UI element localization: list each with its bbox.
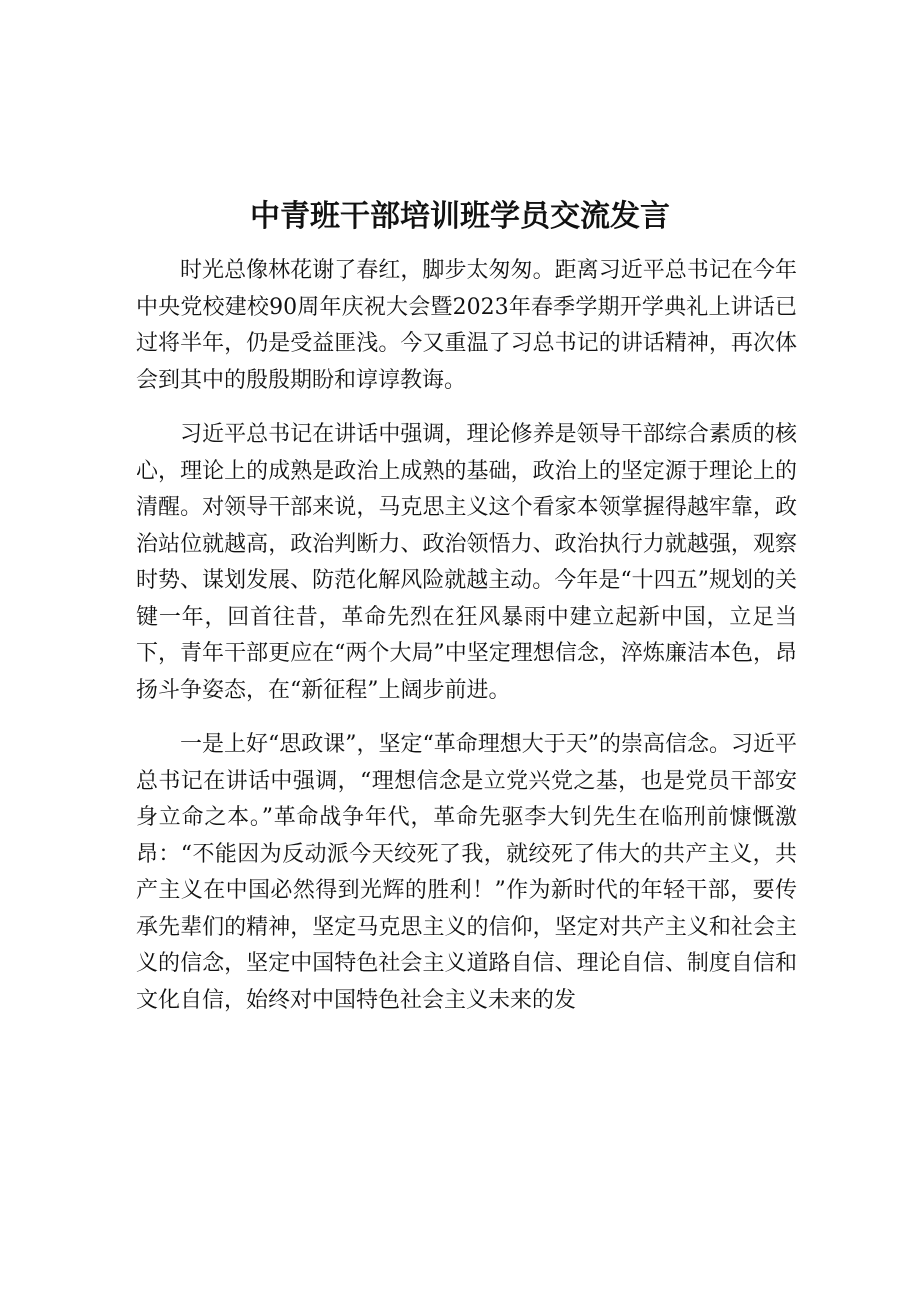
paragraph: 一是上好“思政课”，坚定“革命理想大于天”的崇高信念。习近平总书记在讲话中强调，“理想信念是立党兴党之基，也是党员干部安身立命之本。”革命战争年代，革命先驱李大钊先生在临刑前慷慨激昂：“不能因为反动派今天绞死了我，就绞死了伟大的共产主义，共产主义在中国必然得到光辉的胜利！”作为新时代的年轻干部，要传承先辈们的精神，坚定马克思主义的信仰，坚定对共产主义和社会主义的信念，坚定中国特色社会主义道路自信、理论自信、制度自信和文化自信，始终对中国特色社会主义未来的发 [136,732,797,1013]
paragraph: 时光总像林花谢了春红，脚步太匆匆。距离习近平总书记在今年中央党校建校90周年庆祝大会暨2023年春季学期开学典礼上讲话已过将半年，仍是受益匪浅。今又重温了习总书记的讲话精神，再次体会到其中的殷殷期盼和谆谆教诲。 [136,258,797,393]
document-title: 中青班干部培训班学员交流发言 [250,199,670,234]
document-body [136,253,797,1037]
paragraph: 习近平总书记在讲话中强调，理论修养是领导干部综合素质的核心，理论上的成熟是政治上成熟的基础，政治上的坚定源于理论上的清醒。对领导干部来说，马克思主义这个看家本领掌握得越牢靠，政治站位就越高，政治判断力、政治领悟力、政治执行力就越强，观察时势、谋划发展、防范化解风险就越主动。今年是“十四五”规划的关键一年，回首往昔，革命先烈在狂风暴雨中建立起新中国，立足当下，青年干部更应在“两个大局”中坚定理想信念，淬炼廉洁本色，昂扬斗争姿态，在“新征程”上阔步前进。 [136,422,797,703]
